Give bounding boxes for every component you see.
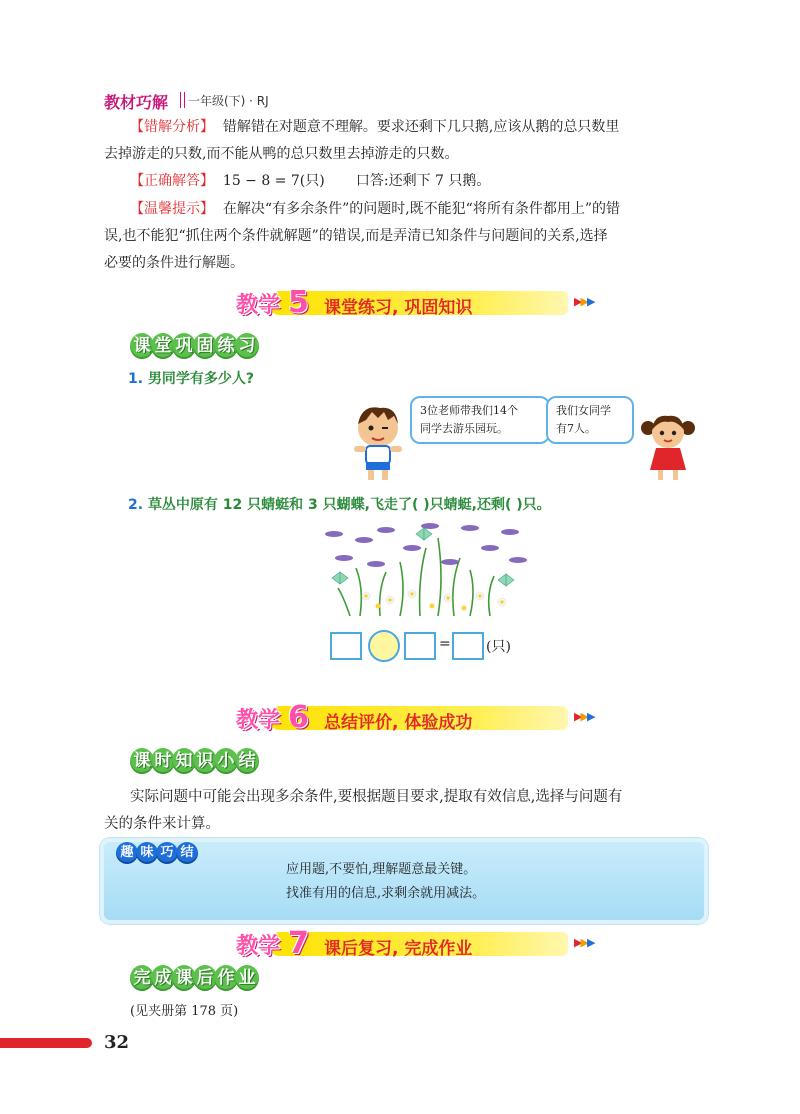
warm-tip-tag: 【温馨提示】 <box>130 201 214 217</box>
summary-line-1: 实际问题中可能会出现多余条件,要根据题目要求,提取有效信息,选择与问题有 <box>130 789 623 805</box>
girl-illustration <box>640 410 696 482</box>
homework-note: (见夹册第 178 页) <box>130 1004 239 1019</box>
warm-tip-line-2: 误,也不能犯“抓住两个条件就解题”的错误,而是弄清已知条件与问题间的关系,选择 <box>104 228 608 244</box>
equals-sign: = <box>439 636 451 652</box>
unit-label: (只) <box>486 639 511 655</box>
banner-number: 6 <box>288 700 309 735</box>
banner-title: 总结评价, 体验成功 <box>324 713 473 733</box>
banner-label: 教学 <box>236 293 281 318</box>
running-header-brand: 教材巧解 <box>104 93 169 112</box>
header-divider <box>180 92 185 108</box>
banner-label: 教学 <box>236 708 281 733</box>
answer-box-2[interactable] <box>404 632 436 660</box>
operator-circle[interactable] <box>368 630 400 662</box>
summary-line-2: 关的条件来计算。 <box>104 816 220 832</box>
banner-title: 课堂练习, 巩固知识 <box>324 298 473 318</box>
banner-title: 课后复习, 完成作业 <box>324 939 473 959</box>
question-1-number: 1. <box>128 371 144 387</box>
girl-speech-bubble: 我们女同学 有7人。 <box>546 396 634 444</box>
fun-summary-line-1: 应用题,不要怕,理解题意最关键。 <box>286 862 477 877</box>
error-analysis <box>130 114 710 141</box>
correct-answer <box>130 168 490 195</box>
banner-number: 7 <box>288 926 309 961</box>
arrows-icon: ▶▶▶ <box>574 710 594 723</box>
footer-bar <box>0 1038 92 1048</box>
answer-box-1[interactable] <box>330 632 362 660</box>
section-banner-6 <box>228 702 608 734</box>
fun-summary-label: 趣 味 巧 结 <box>116 842 196 864</box>
boy-illustration <box>348 402 408 482</box>
page-number: 32 <box>104 1032 130 1053</box>
section-banner-5 <box>228 287 608 319</box>
question-2 <box>128 494 551 514</box>
error-analysis-tag: 【错解分析】 <box>130 119 214 135</box>
question-1 <box>128 368 254 388</box>
answer-box-3[interactable] <box>452 632 484 660</box>
banner-number: 5 <box>288 285 309 320</box>
correct-answer-tag: 【正确解答】 <box>130 173 214 189</box>
correct-answer-reply: 口答:还剩下 7 只鹅。 <box>355 173 491 189</box>
question-2-text: 草丛中原有 12 只蜻蜓和 3 只蝴蝶,飞走了( )只蜻蜓,还剩( )只。 <box>147 497 551 513</box>
question-1-text: 男同学有多少人? <box>147 371 255 387</box>
warm-tip-line-1: 在解决“有多余条件”的问题时,既不能犯“将所有条件都用上”的错 <box>222 201 620 217</box>
homework-heading: 完 成 课 后 作 业 <box>130 965 256 991</box>
fun-summary-text <box>286 858 485 906</box>
practice-heading: 课 堂 巩 固 练 习 <box>130 333 256 359</box>
arrows-icon: ▶▶▶ <box>574 295 594 308</box>
arrows-icon: ▶▶▶ <box>574 936 594 949</box>
section-banner-7 <box>228 928 608 960</box>
correct-answer-equation: 15 − 8 = 7(只) <box>222 173 325 189</box>
question-2-number: 2. <box>128 497 144 513</box>
running-header-subtitle: 一年级(下) · RJ <box>188 94 269 108</box>
banner-label: 教学 <box>236 934 281 959</box>
warm-tip-line-3: 必要的条件进行解题。 <box>104 255 244 271</box>
fun-summary-line-2: 找准有用的信息,求剩余就用减法。 <box>286 886 486 901</box>
meadow-illustration <box>320 518 530 616</box>
error-analysis-line-1: 错解错在对题意不理解。要求还剩下几只鹅,应该从鹅的总只数里 <box>222 119 620 135</box>
error-analysis-line-2: 去掉游走的只数,而不能从鸭的总只数里去掉游走的只数。 <box>104 146 459 162</box>
summary-heading: 课 时 知 识 小 结 <box>130 748 256 774</box>
boy-speech-bubble: 3位老师带我们14个 同学去游乐园玩。 <box>410 396 550 444</box>
warm-tip <box>130 196 710 223</box>
